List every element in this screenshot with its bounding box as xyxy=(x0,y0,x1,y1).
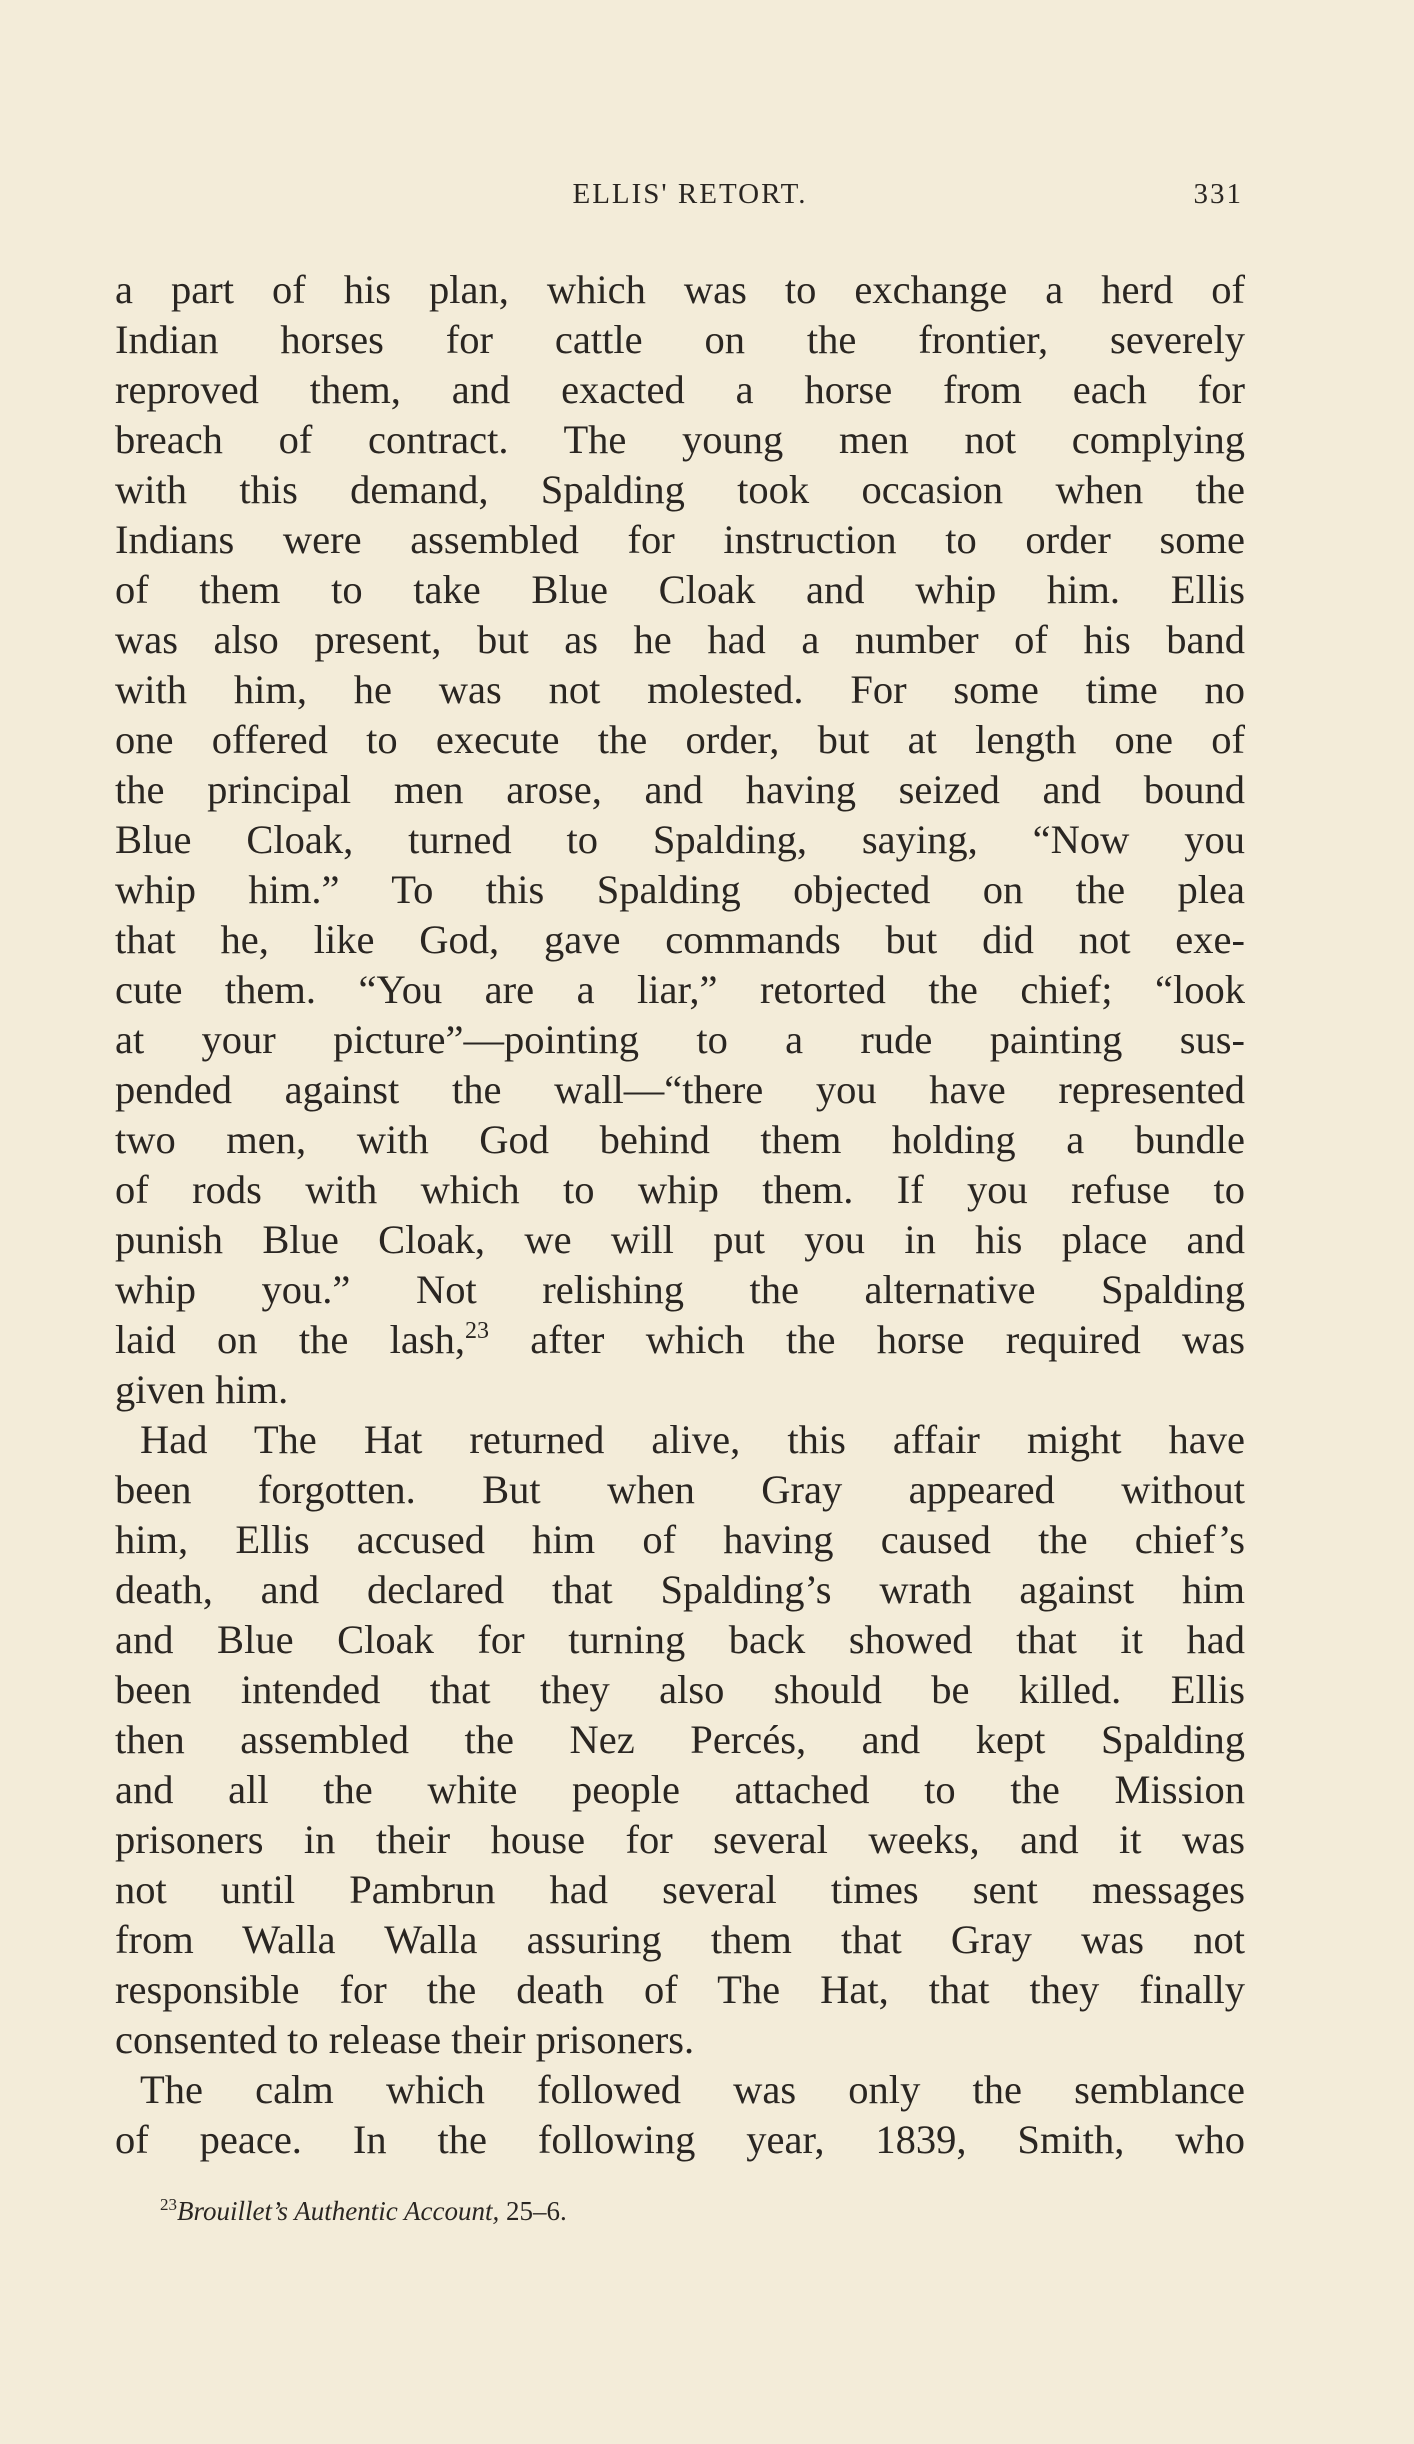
text-line-22 xyxy=(115,1316,1245,1364)
text-line-30: then assembled the Nez Percés, and kept Spalding xyxy=(115,1717,1245,1762)
text-line-18: two men, with God behind them holding a bundle xyxy=(115,1117,1245,1162)
text-line-13: whip him.” To this Spalding objected on the plea xyxy=(115,867,1245,912)
text-line-3: reproved them, and exacted a horse from each for xyxy=(115,367,1245,412)
text-line-33: not until Pambrun had several times sent messages xyxy=(115,1867,1245,1912)
text-line-35: responsible for the death of The Hat, that they finally xyxy=(115,1967,1245,2012)
text-line-21: whip you.” Not relishing the alternative Spalding xyxy=(115,1267,1245,1312)
text-line-25: been forgotten. But when Gray appeared without xyxy=(115,1467,1245,1512)
text-line-16: at your picture”—pointing to a rude painting sus- xyxy=(115,1017,1245,1062)
running-head xyxy=(115,178,1265,218)
text-line-4: breach of contract. The young men not complying xyxy=(115,417,1245,462)
text-line-11: the principal men arose, and having seized and bound xyxy=(115,767,1245,812)
text-line-23: given him. xyxy=(115,1367,289,1412)
text-line-2: Indian horses for cattle on the frontier, severely xyxy=(115,317,1245,362)
text-line-10: one offered to execute the order, but at length one of xyxy=(115,717,1245,762)
text-line-15: cute them. “You are a liar,” retorted the chief; “look xyxy=(115,967,1245,1012)
text-line-8: was also present, but as he had a number of his band xyxy=(115,617,1245,662)
text-line-9: with him, he was not molested. For some time no xyxy=(115,667,1245,712)
text-line-1: a part of his plan, which was to exchange a herd of xyxy=(115,267,1245,312)
text-line-31: and all the white people attached to the Mission xyxy=(115,1767,1245,1812)
text-line-38: of peace. In the following year, 1839, Smith, who xyxy=(115,2117,1245,2162)
footnote-reference: 23 xyxy=(464,1318,489,1344)
page-number: 331 xyxy=(1193,178,1243,210)
text-line-34: from Walla Walla assuring them that Gray was not xyxy=(115,1917,1245,1962)
text-line-7: of them to take Blue Cloak and whip him. Ellis xyxy=(115,567,1245,612)
footnote xyxy=(160,2194,567,2228)
footnote-title: Brouillet’s Authentic Account, xyxy=(177,2196,500,2226)
text-line-19: of rods with which to whip them. If you refuse to xyxy=(115,1167,1245,1212)
footnote-pages: 25–6. xyxy=(499,2196,567,2226)
text-line-17: pended against the wall—“there you have represented xyxy=(115,1067,1245,1112)
running-title: ELLIS' RETORT. xyxy=(572,178,808,210)
text-line-37: The calm which followed was only the semblance xyxy=(140,2067,1245,2112)
text-line-20: punish Blue Cloak, we will put you in his place and xyxy=(115,1217,1245,1262)
text-line-28: and Blue Cloak for turning back showed that it had xyxy=(115,1617,1245,1662)
footnote-marker: 23 xyxy=(160,2195,177,2214)
text-line-12: Blue Cloak, turned to Spalding, saying, “Now you xyxy=(115,817,1245,862)
text-line-22-tail: after which the horse required was xyxy=(488,1317,1245,1362)
text-line-24: Had The Hat returned alive, this affair might have xyxy=(140,1417,1245,1462)
text-line-32: prisoners in their house for several weeks, and it was xyxy=(115,1817,1245,1862)
text-line-29: been intended that they also should be killed. Ellis xyxy=(115,1667,1245,1712)
text-line-27: death, and declared that Spalding’s wrath against him xyxy=(115,1567,1245,1612)
text-line-36: consented to release their prisoners. xyxy=(115,2017,695,2062)
text-line-22-head: laid on the lash, xyxy=(115,1317,465,1362)
text-line-14: that he, like God, gave commands but did not exe- xyxy=(115,917,1245,962)
text-line-6: Indians were assembled for instruction to order some xyxy=(115,517,1245,562)
text-line-26: him, Ellis accused him of having caused the chief’s xyxy=(115,1517,1245,1562)
text-line-5: with this demand, Spalding took occasion when the xyxy=(115,467,1245,512)
